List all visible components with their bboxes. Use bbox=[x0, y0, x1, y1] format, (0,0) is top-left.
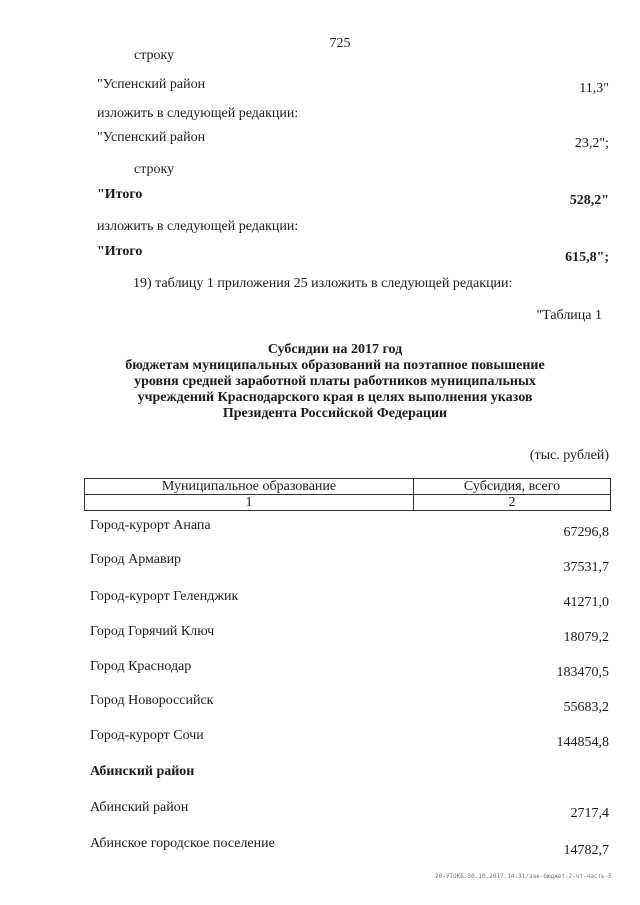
row-value: 37531,7 bbox=[563, 560, 609, 575]
row-name: Город-курорт Геленджик bbox=[90, 589, 239, 604]
amend-label: строку bbox=[134, 48, 175, 63]
title-line: уровня средней заработной платы работников муниципальных bbox=[134, 374, 536, 389]
col-number: 1 bbox=[85, 495, 414, 511]
row-name: Город Горячий Ключ bbox=[90, 624, 215, 639]
amend-name: "Итого bbox=[97, 187, 143, 202]
row-name: Город Армавир bbox=[90, 552, 182, 567]
amend-name: "Успенский район bbox=[97, 77, 206, 92]
amend-name: "Успенский район bbox=[97, 130, 206, 145]
amend-name: "Итого bbox=[97, 244, 143, 259]
row-name: Город-курорт Сочи bbox=[90, 728, 204, 743]
units-note: (тыс. рублей) bbox=[529, 448, 609, 463]
amend-label: строку bbox=[134, 162, 175, 177]
row-name-bold: Абинский район bbox=[90, 764, 195, 779]
row-value: 2717,4 bbox=[570, 806, 609, 821]
header-subsidy: Субсидия, всего bbox=[414, 479, 611, 495]
row-name: Город Краснодар bbox=[90, 659, 192, 674]
table-header bbox=[84, 478, 611, 511]
page-number: 725 bbox=[329, 36, 351, 51]
header-municipality: Муниципальное образование bbox=[85, 479, 414, 495]
row-value: 55683,2 bbox=[563, 700, 609, 715]
title-line: учреждений Краснодарского края в целях выполнения указов bbox=[137, 390, 533, 405]
row-name: Абинское городское поселение bbox=[90, 836, 275, 851]
amend-value: 23,2"; bbox=[574, 136, 609, 151]
col-number: 2 bbox=[414, 495, 611, 511]
title-line: бюджетам муниципальных образований на поэтапное повышение bbox=[125, 358, 545, 373]
title-line: Президента Российской Федерации bbox=[222, 406, 448, 421]
amend-label: изложить в следующей редакции: bbox=[97, 219, 299, 234]
amend-value: 528,2" bbox=[569, 193, 609, 208]
row-value: 183470,5 bbox=[556, 665, 609, 680]
row-name: Абинский район bbox=[90, 800, 189, 815]
title-line: Субсидии на 2017 год bbox=[267, 342, 403, 357]
row-value: 14782,7 bbox=[563, 843, 609, 858]
table-label: "Таблица 1 bbox=[536, 308, 602, 323]
amend-label: изложить в следующей редакции: bbox=[97, 106, 299, 121]
footer-text: 20-УТОКБ.30.10.2017.14.31/зак-бюджет-2-чт-часть-5 bbox=[434, 873, 612, 880]
amend-value: 615,8"; bbox=[565, 250, 609, 265]
row-name: Город Новороссийск bbox=[90, 693, 214, 708]
instruction: 19) таблицу 1 приложения 25 изложить в следующей редакции: bbox=[133, 276, 513, 291]
row-value: 18079,2 bbox=[563, 630, 609, 645]
row-value: 144854,8 bbox=[556, 735, 609, 750]
row-name: Город-курорт Анапа bbox=[90, 518, 211, 533]
amend-value: 11,3" bbox=[579, 81, 609, 96]
row-value: 67296,8 bbox=[563, 525, 609, 540]
row-value: 41271,0 bbox=[563, 595, 609, 610]
